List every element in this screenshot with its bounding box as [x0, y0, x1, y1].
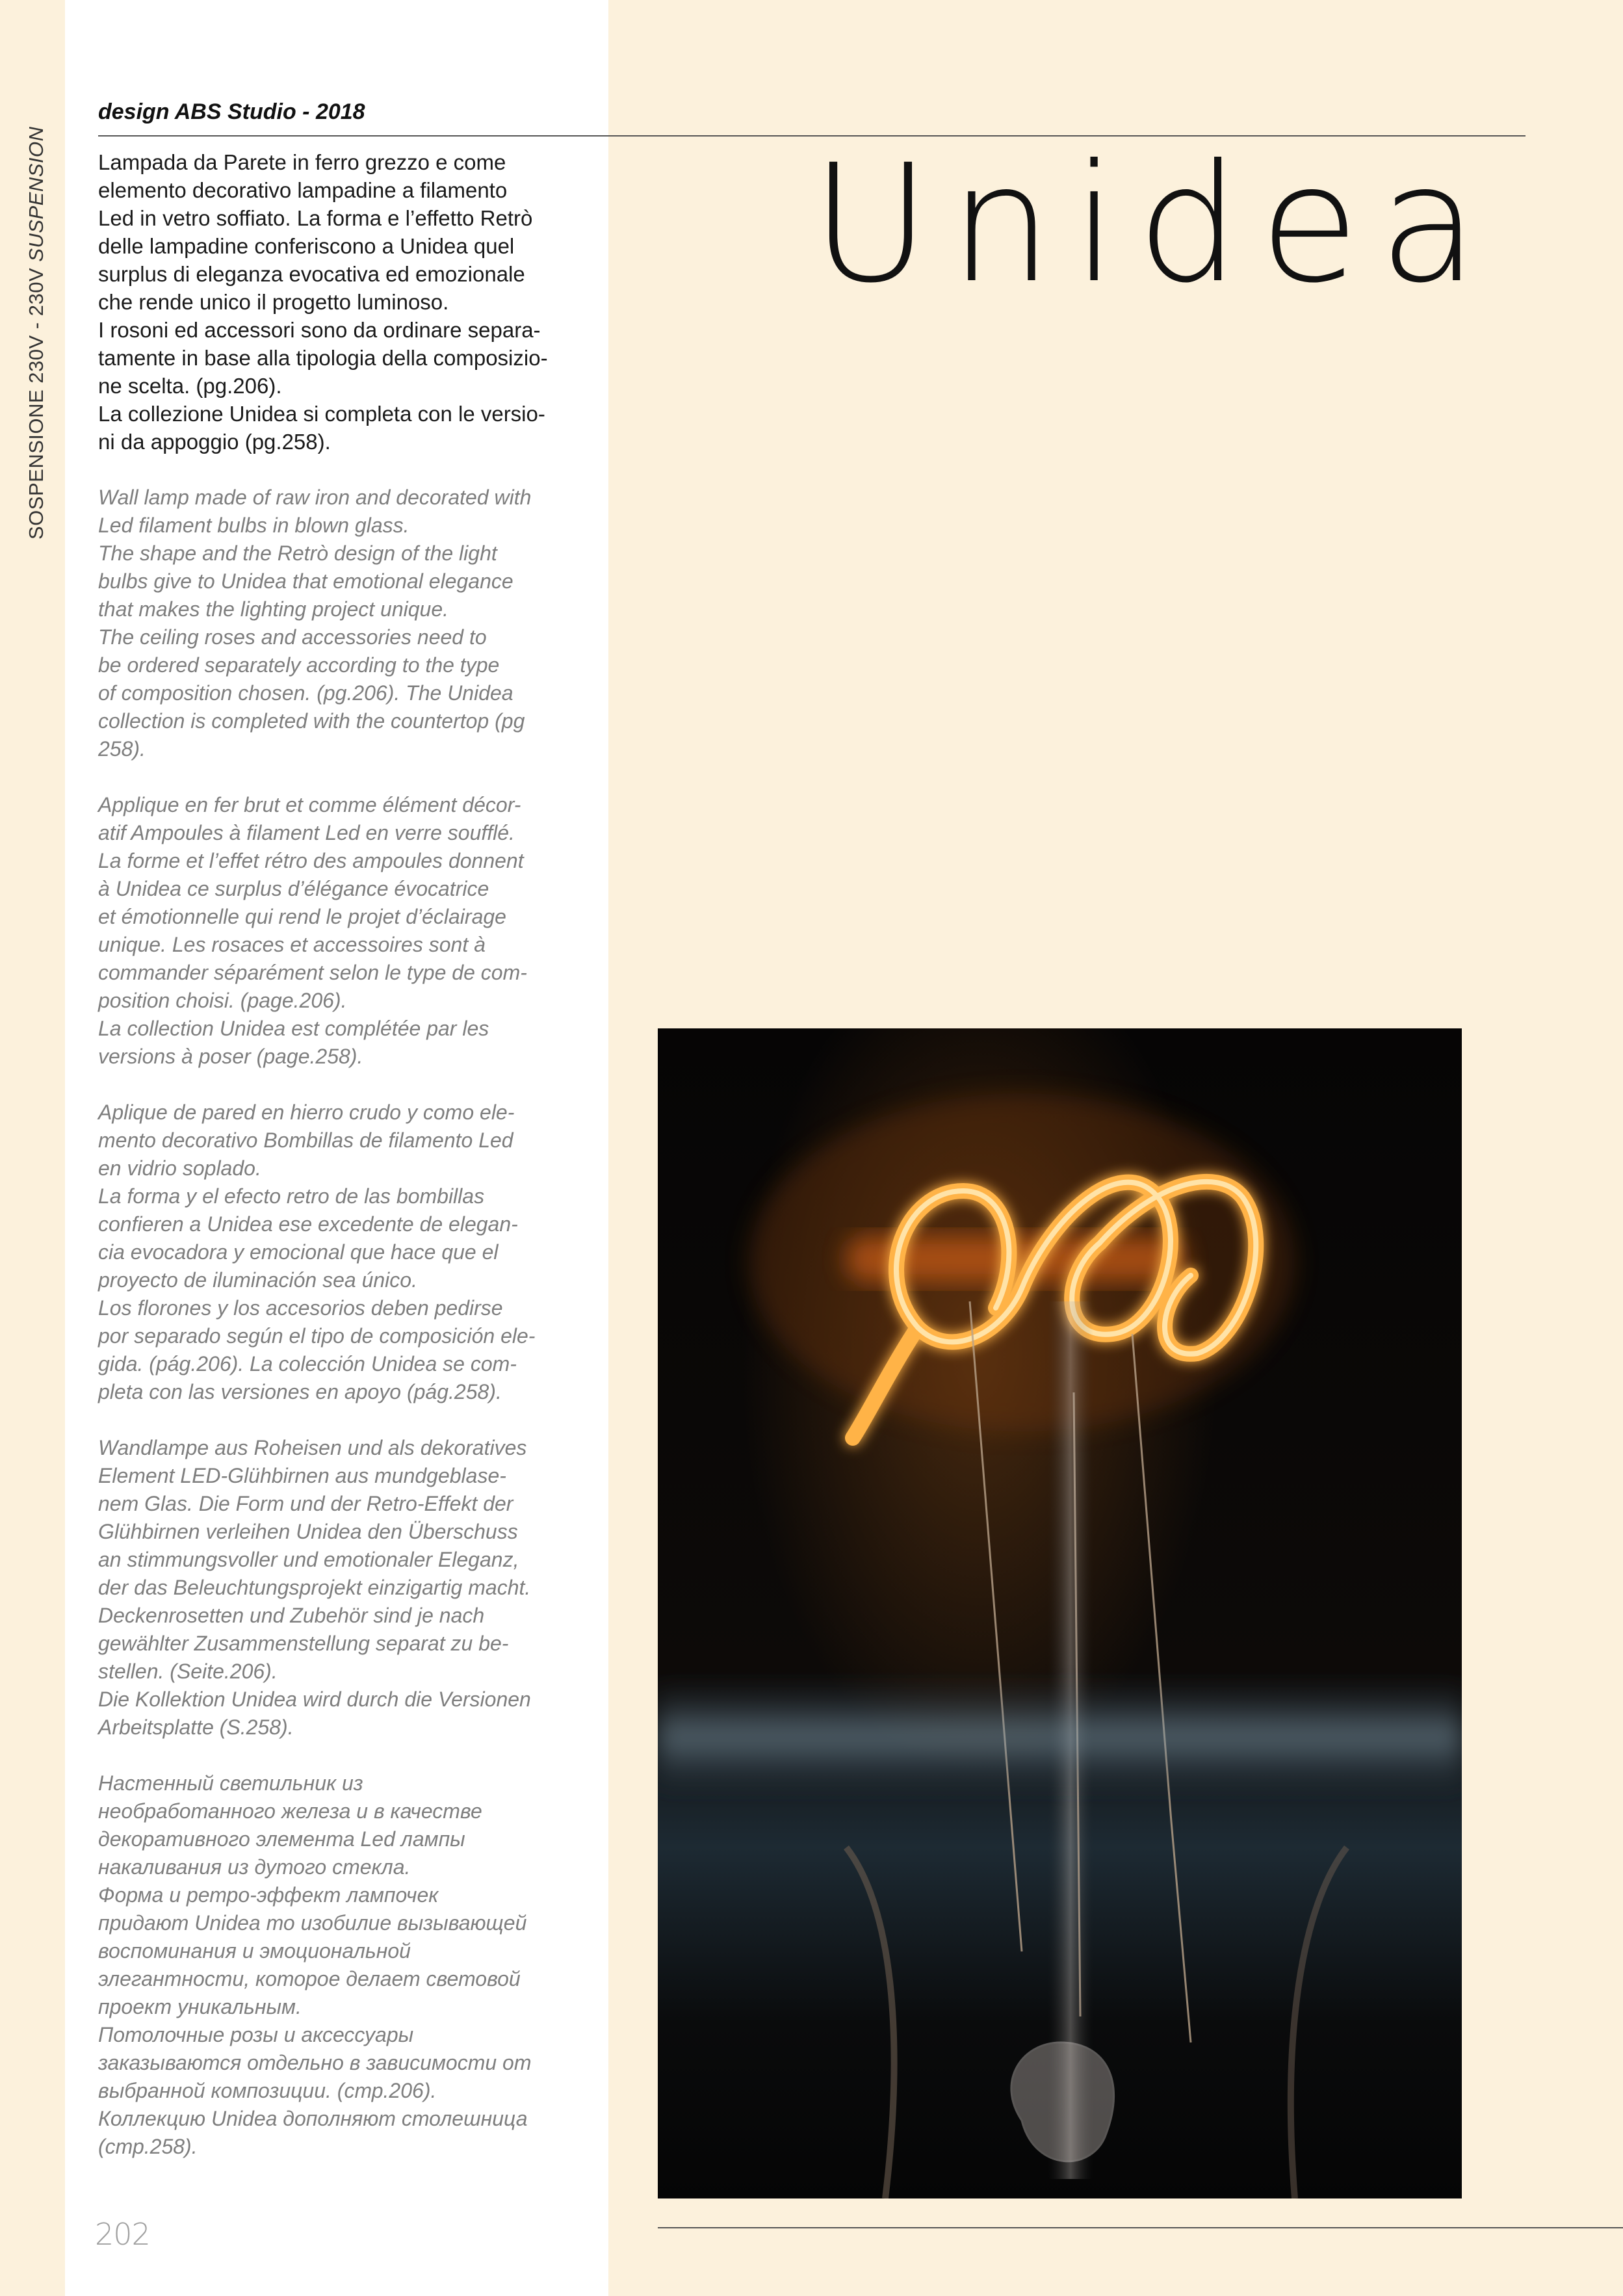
category-label-main: SOSPENSIONE 230V - 230V — [25, 267, 47, 540]
description-german: Wandlampe aus Roheisen und als dekoratives Element LED-Glühbirnen aus mundgeblase- nem Glas. Die Form und der Retro-Effekt der Glühbirnen verleihen Unidea den Überschuss an stimmungsvoller und emotionaler Eleganz, der das Beleuchtungsprojekt einzigartig macht. Deckenrosetten und Zubehör sind je nach gewählter Zusammenstellung separat zu be- stellen. (Seite.206). Die Kollektion Unidea wird durch die Versionen Arbeitsplatte (S.258). — [98, 1436, 531, 1739]
description-french: Applique en fer brut et comme élément décor- atif Ampoules à filament Led en verre soufflé. La forme et l’effet rétro des ampoules donnent à Unidea ce surplus d’élégance évocatrice et émotionnelle qui rend le projet d’éclairage unique. Les rosaces et accessoires sont à commander séparément selon le type de com- position choisi. (page.206). La collection Unidea est complétée par les versions à poser (page.258). — [98, 793, 527, 1068]
bottom-divider — [658, 2227, 1623, 2228]
description-italian: Lampada da Parete in ferro grezzo e come elemento decorativo lampadine a filamento Led in vetro soffiato. La forma e l’effetto Retrò delle lampadine conferiscono a Unidea quel surplus di eleganza evocativa ed emozionale che rende unico il progetto luminoso. I rosoni ed accessori sono da ordinare separa- tamente in base alla tipologia della composizio- ne scelta. (pg.206). La collezione Unidea si completa con le versio- ni da appoggio (pg.258). — [98, 150, 548, 454]
description-english: Wall lamp made of raw iron and decorated with Led filament bulbs in blown glass. The shape and the Retrò design of the light bulbs give to Unidea that emotional elegance that makes the lighting project unique. The ceiling roses and accessories need to be ordered separately according to the type of composition chosen. (pg.206). The Unidea collection is completed with the countertop (pg 258). — [98, 486, 532, 761]
description-spanish: Aplique de pared en hierro crudo y como ele- mento decorativo Bombillas de filamento Led en vidrio soplado. La forma y el efecto retro de las bombillas confieren a Unidea ese excedente de elegan- cia evocadora y emocional que hace que el proyecto de iluminación sea único. Los florones y los accesorios deben pedirse por separado según el tipo de composición ele- gida. (pág.206). La colección Unidea se com- pleta con las versiones en apoyo (pág.258). — [98, 1101, 536, 1403]
product-title: Unidea — [811, 129, 1498, 319]
design-credit: design ABS Studio - 2018 — [98, 99, 365, 124]
description-russian: Настенный светильник из необработанного железа и в качестве декоративного элемента Led лампы накаливания из дутого стекла. Форма и ретро-эффект лампочек придают Unidea то изобилие вызывающей воспоминания и эмоциональной элегантности, которое делает световой проект уникальным. Потолочные розы и аксессуары заказываются отдельно в зависимости от выбранной композиции. (стр.206). Коллекцию Unidea дополняют столешница (стр.258). — [98, 1771, 532, 2158]
category-label-italic: SUSPENSION — [25, 126, 47, 262]
filament-bulb-photo — [658, 1028, 1462, 2198]
description-column — [98, 148, 582, 2189]
page-number: 202 — [95, 2217, 150, 2252]
category-side-label — [25, 126, 48, 540]
